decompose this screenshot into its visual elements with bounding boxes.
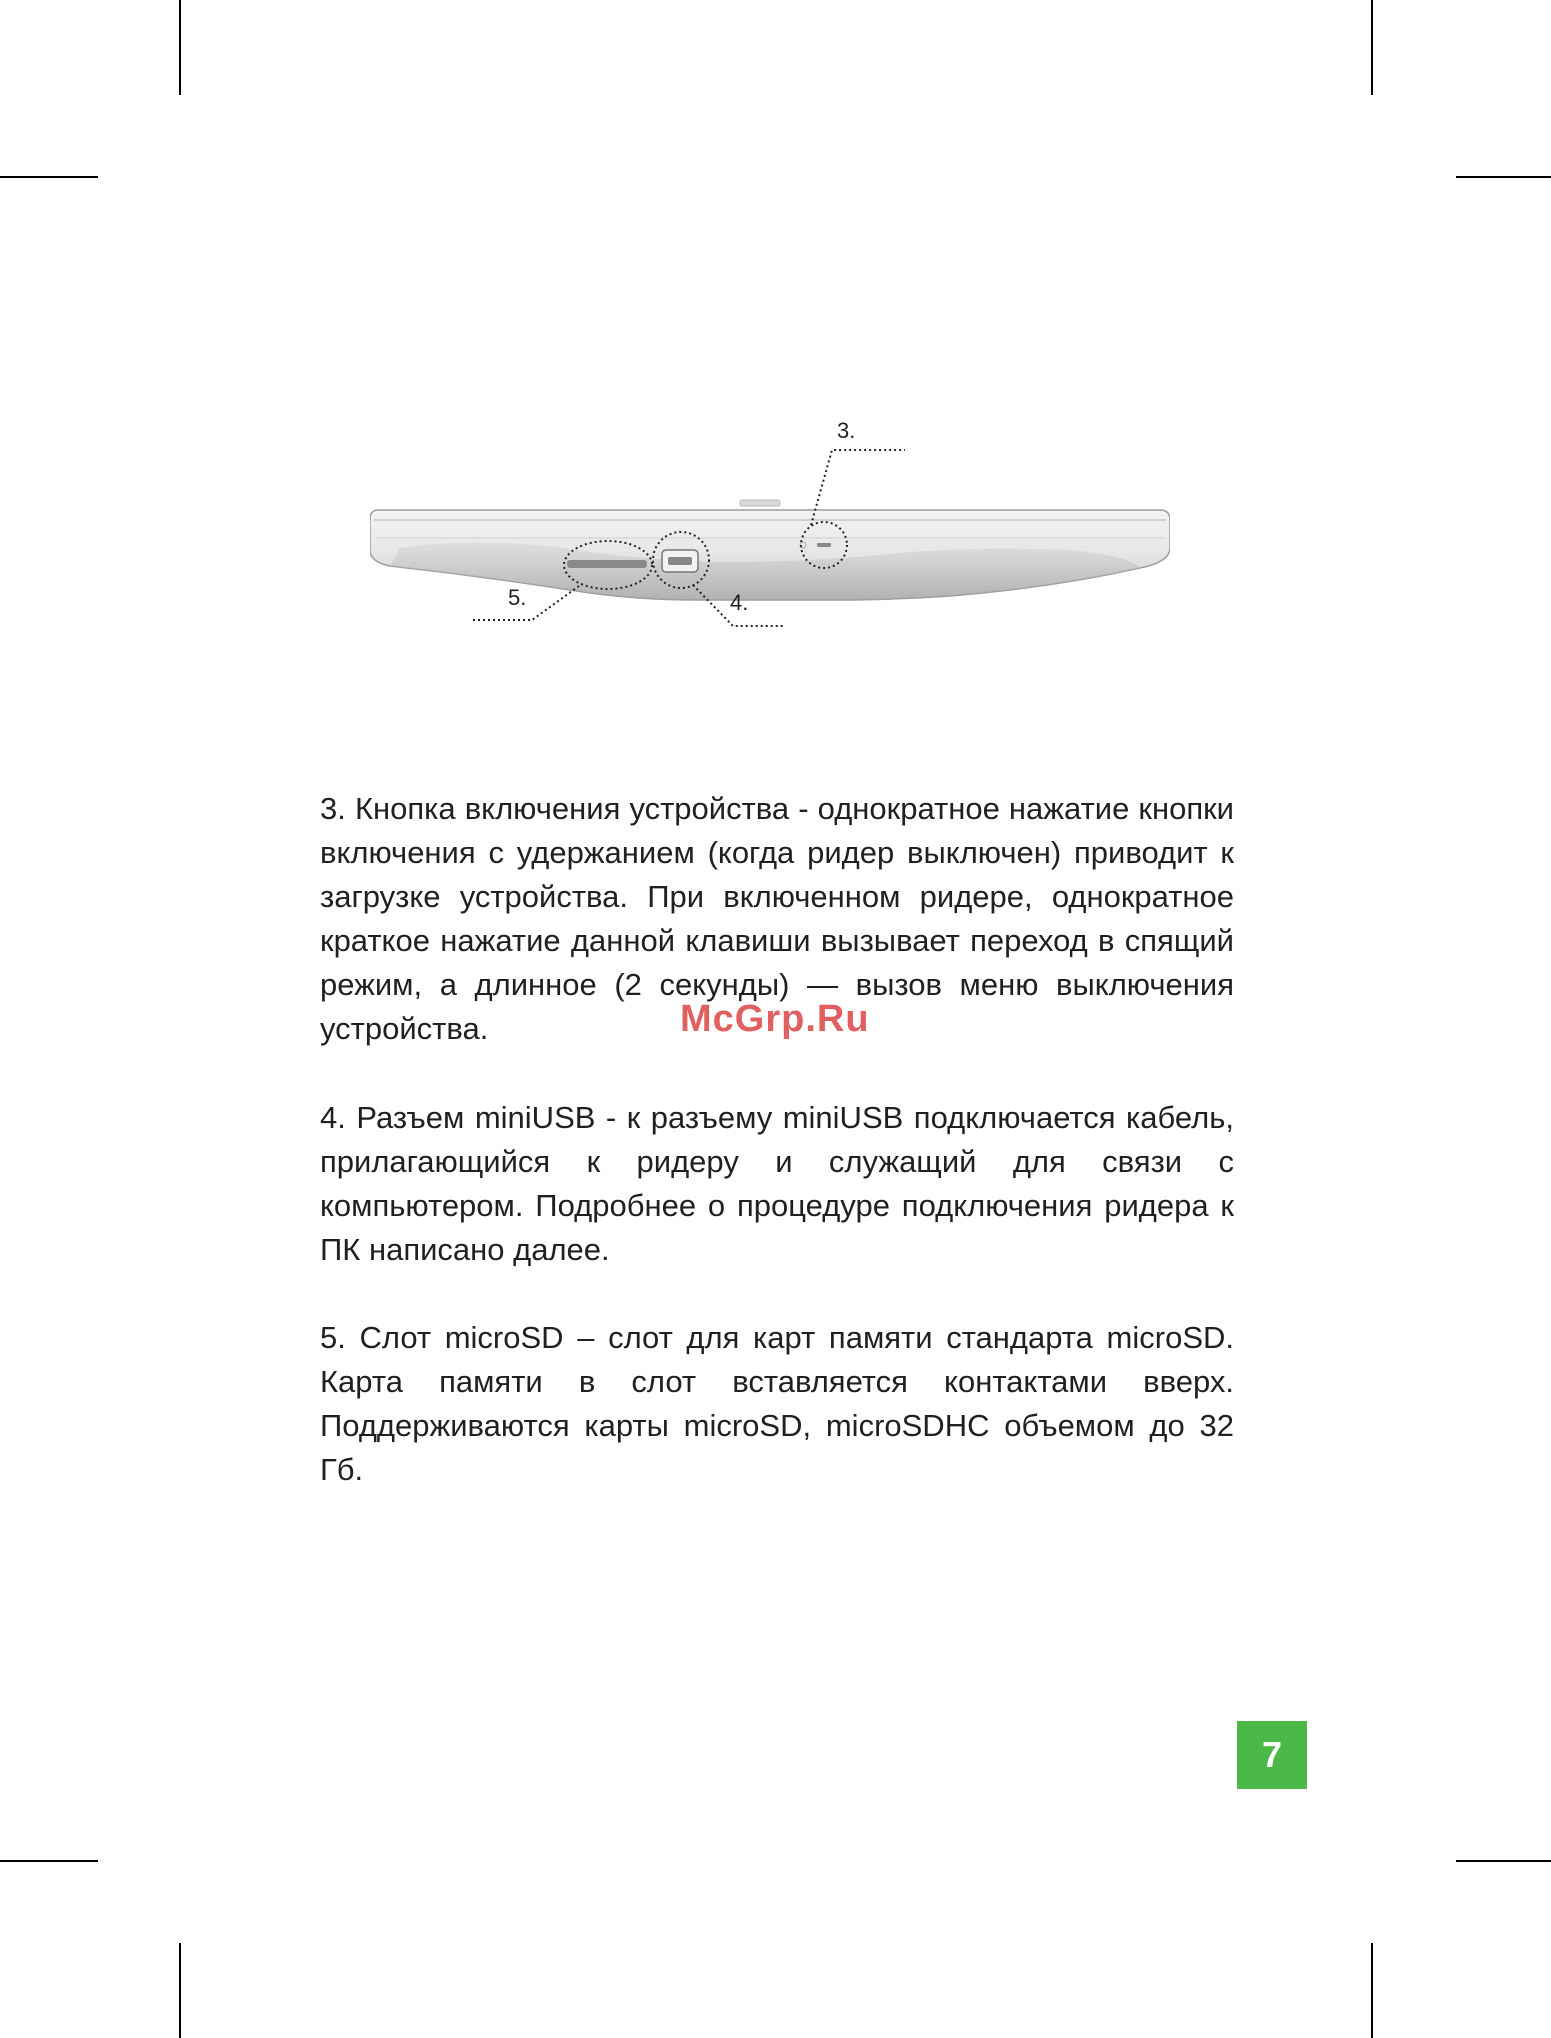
crop-mark-bottom-right-vertical [1371,1943,1373,2038]
crop-mark-bottom-left-horizontal [0,1860,98,1862]
item-4-text: 4. Разъем miniUSB - к разъему miniUSB подключается кабель, прилагающийся к ридеру и служащий для связи с компьютером. Подробнее о процедуре подключения ридера к ПК написано далее. [320,1100,1234,1267]
page-number-badge: 7 [1237,1721,1307,1789]
crop-mark-bottom-left-vertical [179,1943,181,2038]
watermark: McGrp.Ru [680,998,870,1040]
item-4-description [320,1096,1234,1272]
crop-mark-top-right-vertical [1371,0,1373,95]
crop-mark-bottom-right-horizontal [1456,1860,1551,1862]
crop-mark-top-right-horizontal [1456,176,1551,178]
microsd-slot [567,560,647,568]
item-5-description [320,1316,1234,1492]
callout-label-4: 4. [730,590,749,615]
item-5-text: 5. Слот microSD – слот для карт памяти стандарта microSD. Карта памяти в слот вставляется контактами вверх. Поддерживаются карты microSD, microSDHC объемом до 32 Гб. [320,1320,1234,1487]
top-nub [740,500,780,506]
power-button [817,543,831,547]
callout-label-3: 3. [837,418,856,443]
device-side-view-figure [370,420,1170,670]
device-illustration [370,420,1170,670]
crop-mark-top-left-horizontal [0,176,98,178]
callout-label-5: 5. [508,585,527,610]
crop-mark-top-left-vertical [179,0,181,95]
item-3-text: 3. Кнопка включения устройства - однократное нажатие кнопки включения с удержанием (когда ридер выключен) приводит к загрузке устройства. При включенном ридере, однократное краткое нажатие данной клавиши вызывает переход в спящий режим, а длинное (2 секунды) — вызов меню выключения устройства. [320,791,1234,1046]
